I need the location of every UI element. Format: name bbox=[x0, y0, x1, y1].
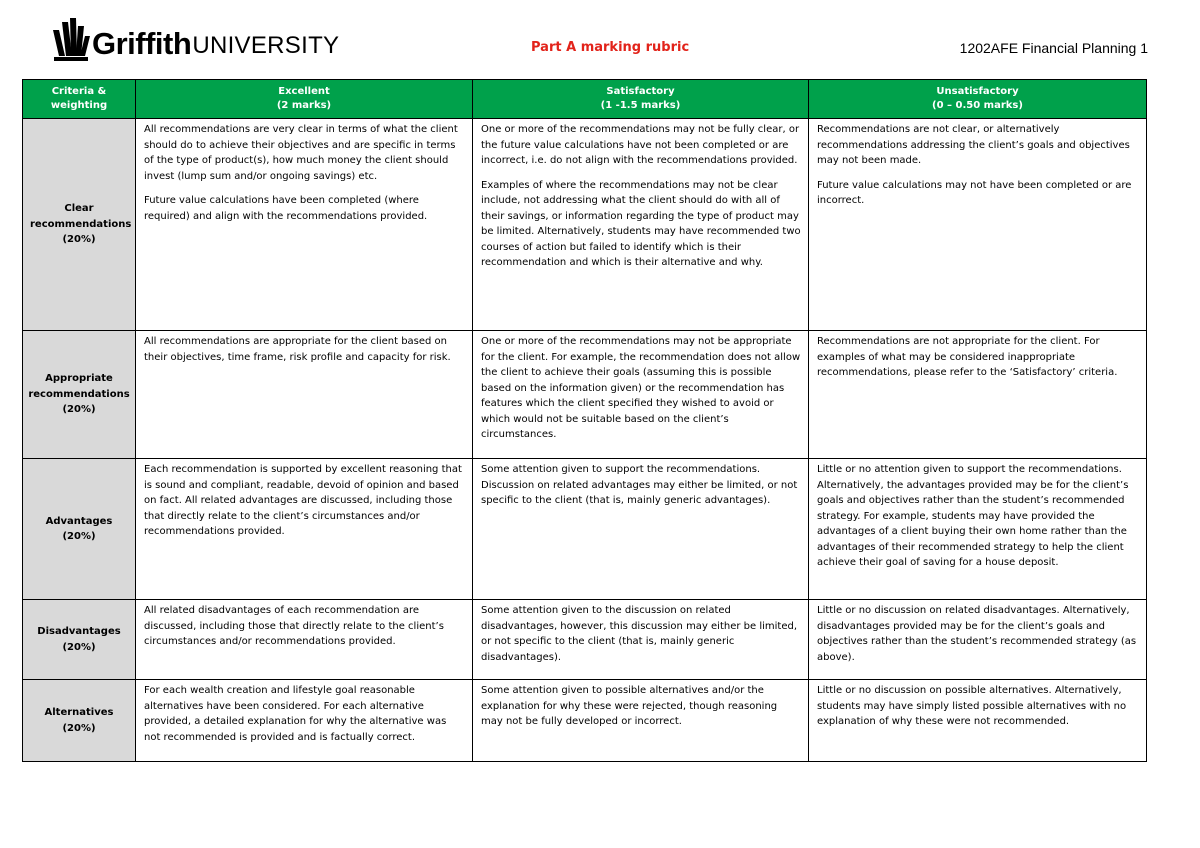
criteria-weight: (20%) bbox=[62, 404, 96, 416]
satisfactory-cell bbox=[473, 600, 809, 680]
criteria-weight: (20%) bbox=[62, 531, 96, 542]
satisfactory-cell bbox=[473, 459, 809, 600]
header-sub: (0 – 0.50 marks) bbox=[932, 100, 1023, 111]
cell-text: Each recommendation is supported by excellent reasoning that is sound and compliant, readable, devoid of opinion and based on fact. All related advantages are discussed, including those that directly relate to the client’s circumstances and/or recommendations provided. bbox=[144, 464, 462, 537]
criteria-weight: (20%) bbox=[62, 722, 96, 734]
cell-text: Future value calculations have been completed (where required) and align with the recommendations provided. bbox=[144, 195, 428, 222]
excellent-cell bbox=[136, 680, 473, 762]
satisfactory-cell bbox=[473, 119, 809, 331]
criteria-cell bbox=[23, 331, 136, 459]
excellent-cell bbox=[136, 119, 473, 331]
cell-text: All related disadvantages of each recommendation are discussed, including those that directly relate to the client’s circumstances and/or recommendations provided. bbox=[144, 605, 444, 647]
header-criteria bbox=[23, 80, 136, 119]
criteria-name: Clear recommendations bbox=[30, 203, 132, 230]
unsatisfactory-cell bbox=[809, 331, 1147, 459]
marking-rubric-table bbox=[22, 79, 1147, 762]
griffith-logo bbox=[50, 14, 339, 62]
criteria-name: Alternatives bbox=[44, 707, 114, 718]
criteria-cell bbox=[23, 119, 136, 331]
cell-text: Little or no attention given to support the recommendations. Alternatively, the advantages provided may be for the client’s goals and objectives rather than the student’s recommended strategy. For example, students may have provided the advantages of a client buying their own home rather than the advantages of their recommended strategy to help the client achieve their goal of saving for a house deposit. bbox=[817, 464, 1129, 568]
cell-text: Examples of where the recommendations may not be clear include, not addressing what the client should do with all of their savings, or information regarding the type of product may be limited. Alternatively, students may have recommended two courses of action but failed to identify which is their recommendation and which is their alternative and why. bbox=[481, 179, 801, 268]
excellent-cell bbox=[136, 459, 473, 600]
excellent-cell bbox=[136, 600, 473, 680]
header-label: Excellent bbox=[278, 85, 330, 97]
logo-university: UNIVERSITY bbox=[192, 32, 340, 59]
page-header bbox=[0, 0, 1200, 75]
logo-name: Griffith bbox=[92, 26, 192, 61]
criteria-weight: (20%) bbox=[62, 641, 96, 653]
header-label: Unsatisfactory bbox=[936, 85, 1019, 97]
document-title: Part A marking rubric bbox=[531, 40, 690, 55]
satisfactory-cell bbox=[473, 680, 809, 762]
table-row bbox=[23, 680, 1147, 762]
header-sub: weighting bbox=[50, 100, 108, 111]
table-header-row bbox=[23, 80, 1147, 119]
cell-text: Little or no discussion on possible alternatives. Alternatively, students may have simply listed possible alternatives with no explanation of why these were not recommended. bbox=[817, 685, 1127, 727]
cell-text: Some attention given to support the recommendations. Discussion on related advantages may either be limited, or not specific to the client (that is, mainly generic advantages). bbox=[481, 464, 798, 506]
header-label: Satisfactory bbox=[606, 85, 675, 97]
unsatisfactory-cell bbox=[809, 459, 1147, 600]
header-sub: (1 -1.5 marks) bbox=[600, 100, 681, 111]
header-unsatisfactory bbox=[809, 80, 1147, 119]
criteria-name: Disadvantages bbox=[37, 626, 121, 637]
table-row bbox=[23, 459, 1147, 600]
header-satisfactory bbox=[473, 80, 809, 119]
criteria-cell bbox=[23, 600, 136, 680]
course-code: 1202AFE Financial Planning 1 bbox=[959, 40, 1148, 56]
criteria-weight: (20%) bbox=[62, 234, 96, 246]
cell-text: All recommendations are appropriate for the client based on their objectives, time frame, risk profile and capacity for risk. bbox=[144, 336, 451, 363]
cell-text: Little or no discussion on related disadvantages. Alternatively, disadvantages provided may be for the client’s goals and objectives rather than the student’s recommended strategy (as above). bbox=[817, 605, 1137, 663]
cell-text: Some attention given to the discussion on related disadvantages, however, this discussion may either be limited, or not specific to the client (that is, mainly generic disadvantages). bbox=[481, 605, 798, 663]
table-row bbox=[23, 331, 1147, 459]
cell-text: For each wealth creation and lifestyle goal reasonable alternatives have been considered. For each alternative provided, a detailed explanation for why the alternative was not recommended is provided and is factually correct. bbox=[144, 685, 447, 743]
cell-text: One or more of the recommendations may not be fully clear, or the future value calculations have not been completed or are incorrect, i.e. do not align with the recommendations provided. bbox=[481, 124, 800, 166]
cell-text: Some attention given to possible alternatives and/or the explanation for why these were rejected, though reasoning may not be fully developed or incorrect. bbox=[481, 685, 778, 727]
criteria-cell bbox=[23, 680, 136, 762]
criteria-name: Appropriate recommendations bbox=[28, 373, 130, 400]
satisfactory-cell bbox=[473, 331, 809, 459]
excellent-cell bbox=[136, 331, 473, 459]
unsatisfactory-cell bbox=[809, 680, 1147, 762]
header-label: Criteria & bbox=[51, 85, 107, 97]
cell-text: One or more of the recommendations may not be appropriate for the client. For example, the recommendation does not allow the client to achieve their goals (assuming this is possible based on the information given) or the recommendation has features which the client specified they wished to avoid or which would not be suitable based on the client’s circumstances. bbox=[481, 336, 801, 440]
criteria-name: Advantages bbox=[45, 515, 113, 527]
cell-text: All recommendations are very clear in terms of what the client should do to achieve their objectives and are specific in terms of the type of product(s), how much money the client should invest (lump sum and/or ongoing savings) etc. bbox=[144, 124, 458, 182]
criteria-cell bbox=[23, 459, 136, 600]
cell-text: Recommendations are not appropriate for the client. For examples of what may be considered inappropriate recommendations, please refer to the ‘Satisfactory’ criteria. bbox=[817, 336, 1118, 378]
table-row bbox=[23, 600, 1147, 680]
unsatisfactory-cell bbox=[809, 119, 1147, 331]
header-sub: (2 marks) bbox=[276, 100, 332, 111]
unsatisfactory-cell bbox=[809, 600, 1147, 680]
cell-text: Future value calculations may not have been completed or are incorrect. bbox=[817, 179, 1132, 206]
header-excellent bbox=[136, 80, 473, 119]
cell-text: Recommendations are not clear, or alternatively recommendations addressing the client’s goals and objectives may not been made. bbox=[817, 124, 1130, 166]
griffith-logo-icon bbox=[50, 16, 90, 62]
table-row bbox=[23, 119, 1147, 331]
